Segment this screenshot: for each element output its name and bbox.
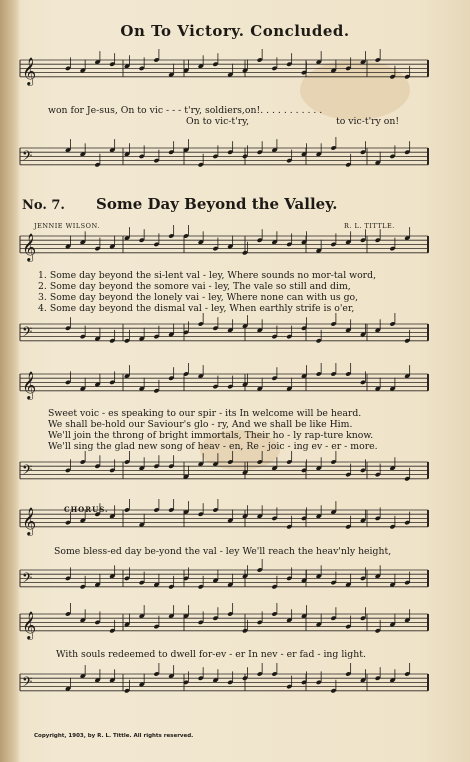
lyricist-credit: JENNIE WILSON. (34, 222, 100, 230)
copyright-notice: Copyright, 1903, by R. L. Tittle. All rights reserved. (34, 733, 194, 739)
bass-clef-icon: 𝄢 (22, 147, 33, 167)
chorus-line: With souls redeemed to dwell for-ev - er In nev - er fad - ing light. (56, 649, 366, 660)
treble-clef-icon: 𝄞 (22, 56, 37, 85)
staff-systems (20, 49, 428, 693)
bass-clef-icon: 𝄢 (22, 461, 33, 481)
song-title: Some Day Beyond the Valley. (96, 195, 338, 213)
bass-clef-icon: 𝄢 (22, 323, 33, 343)
intro-lyric-line: won for Je-sus, On to vic - - - t'ry, soldiers,on!. . . . . . . . . . . (48, 105, 323, 116)
treble-clef-icon: 𝄞 (22, 506, 37, 535)
song-number: No. 7. (22, 198, 65, 213)
intro-lyric-line: On to vic-t'ry, (186, 116, 250, 127)
verse-line: 4. Some day beyond the dismal val - ley, When earthly strife is o'er, (38, 303, 355, 314)
treble-clef-icon: 𝄞 (22, 232, 37, 261)
verse-line: Sweet voic - es speaking to our spir - its In welcome will be heard. (48, 408, 362, 419)
bass-clef-icon: 𝄢 (22, 569, 33, 589)
chorus-label: CHORUS. (64, 505, 109, 514)
treble-clef-icon: 𝄞 (22, 610, 37, 639)
verse-line: We shall be-hold our Saviour's glo - ry, And we shall be like Him. (48, 419, 353, 430)
intro-lyric-line: to vic-t'ry on! (336, 116, 400, 127)
chorus-line: Some bless-ed day be-yond the val - ley We'll reach the heav'nly height, (54, 546, 392, 557)
verse-line: We'll sing the glad new song of heav - en, Re - joic - ing ev - er - more. (48, 441, 378, 452)
treble-clef-icon: 𝄞 (22, 370, 37, 399)
bass-clef-icon: 𝄢 (22, 673, 33, 693)
continued-song-title: On To Victory. Concluded. (120, 22, 350, 40)
verse-line: 3. Some day beyond the lonely vai - ley, Where none can with us go, (38, 292, 359, 303)
verse-line: 2. Some day beyond the somore vai - ley, The vale so still and dim, (38, 281, 351, 292)
verse-line: 1. Some day beyond the si-lent val - ley, Where sounds no mor-tal word, (38, 270, 377, 281)
verse-line: We'll join the throng of bright immortals, Their ho - ly rap-ture know. (48, 430, 374, 441)
composer-credit: R. L. TITTLE. (344, 222, 395, 230)
